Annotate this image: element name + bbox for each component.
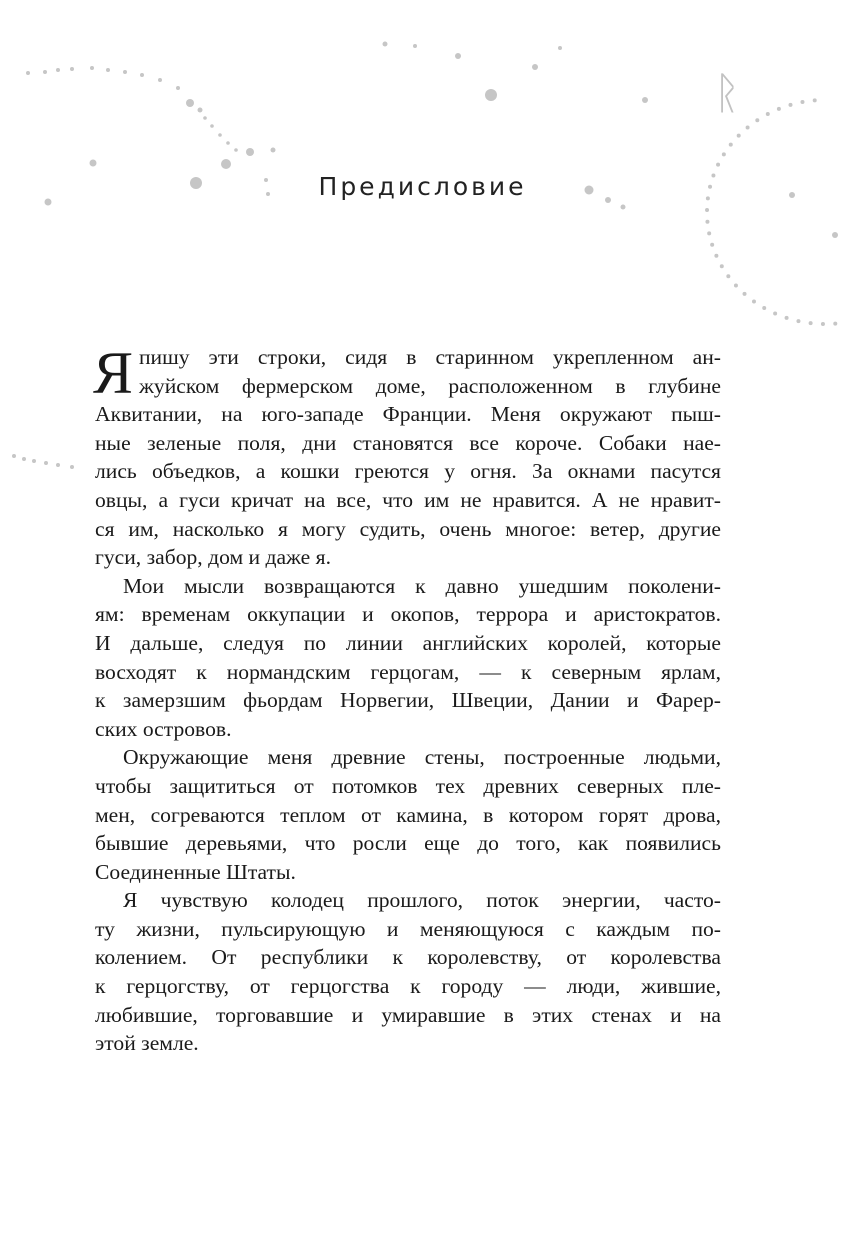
star-dot <box>789 103 793 107</box>
star-dot <box>203 116 207 120</box>
chapter-body <box>93 340 721 1058</box>
star-dot <box>558 46 562 50</box>
star-dot <box>43 70 47 74</box>
text-line: бывшие деревьями, что росли еще до того, как появились <box>95 831 721 856</box>
star-dot <box>246 148 254 156</box>
drop-cap: Я <box>93 340 134 406</box>
star-dot <box>821 322 825 326</box>
star-dot <box>12 454 16 458</box>
star-dot <box>123 70 127 74</box>
star-dot <box>140 73 144 77</box>
star-dot <box>729 143 733 147</box>
star-dot <box>737 134 741 138</box>
star-dot <box>785 316 789 320</box>
text-line: жуйском фермерском доме, расположенном в глубине <box>139 373 721 398</box>
text-line: Я чувствую колодец прошлого, поток энергии, часто- <box>123 888 721 913</box>
text-line: к замерзшим фьордам Норвегии, Швеции, Дании и Фарер- <box>95 688 721 713</box>
text-line: Аквитании, на юго-западе Франции. Меня окружают пыш- <box>95 402 721 427</box>
star-dot <box>70 67 74 71</box>
text-line: ских островов. <box>95 716 232 741</box>
star-dot <box>762 306 766 310</box>
star-dot <box>158 78 162 82</box>
text-line: ту жизни, пульсирующую и меняющуюся с каждым по- <box>95 916 721 941</box>
star-dot <box>176 86 180 90</box>
text-line: к герцогству, от герцогства к городу — люди, жившие, <box>95 974 721 999</box>
star-dot <box>90 66 94 70</box>
star-dot <box>455 53 461 59</box>
text-line: колением. От республики к королевству, от королевства <box>95 945 721 970</box>
star-dot <box>813 98 817 102</box>
star-dot <box>44 461 48 465</box>
text-line: овцы, а гуси кричат на все, что им не нравится. А не нравит- <box>95 487 721 512</box>
star-dot <box>106 68 110 72</box>
star-dot <box>777 107 781 111</box>
star-dot <box>714 254 718 258</box>
star-dot <box>221 159 231 169</box>
text-line: восходят к нормандским герцогам, — к северным ярлам, <box>95 659 721 684</box>
star-dot <box>800 100 804 104</box>
star-dot <box>218 133 222 137</box>
star-dot <box>755 118 759 122</box>
star-dot <box>198 108 203 113</box>
star-dot <box>705 208 709 212</box>
star-dot <box>743 292 747 296</box>
star-dot <box>746 125 750 129</box>
star-dot <box>90 160 97 167</box>
star-dot <box>485 89 497 101</box>
star-dot <box>832 232 838 238</box>
star-dot <box>210 124 214 128</box>
star-dot <box>726 274 730 278</box>
star-dot <box>26 71 30 75</box>
text-line: этой земле. <box>95 1031 199 1056</box>
star-dot <box>413 44 417 48</box>
text-line: лись объедков, а кошки греются у огня. За окнами пасутся <box>95 459 721 484</box>
star-dot <box>773 312 777 316</box>
star-dot <box>833 322 837 326</box>
star-dot <box>722 152 726 156</box>
star-dot <box>720 264 724 268</box>
chapter-title: Предисловие <box>318 172 527 201</box>
star-dot <box>710 243 714 247</box>
star-dot <box>766 112 770 116</box>
text-line: ся им, насколько я могу судить, очень многое: ветер, другие <box>95 516 721 541</box>
text-line: Соединенные Штаты. <box>95 859 296 884</box>
text-line: любившие, торговавшие и умиравшие в этих стенах и на <box>95 1002 721 1027</box>
star-dot <box>226 141 230 145</box>
star-dot <box>70 465 74 469</box>
star-dot <box>642 97 648 103</box>
star-dot <box>621 205 626 210</box>
star-dot <box>716 163 720 167</box>
text-line: Мои мысли возвращаются к давно ушедшим поколени- <box>123 573 721 598</box>
star-dot <box>383 42 388 47</box>
star-dot <box>705 220 709 224</box>
star-dot <box>32 459 36 463</box>
star-dot <box>809 321 813 325</box>
star-dot <box>234 148 238 152</box>
text-line: гуси, забор, дом и даже я. <box>95 545 331 570</box>
star-dot <box>271 148 276 153</box>
star-dot <box>22 457 26 461</box>
text-line: чтобы защититься от потомков тех древних северных пле- <box>95 773 721 798</box>
star-dot <box>734 283 738 287</box>
star-dot <box>532 64 538 70</box>
text-line: И дальше, следуя по линии английских королей, которые <box>95 630 721 655</box>
text-line: ям: временам оккупации и окопов, террора и аристократов. <box>95 602 721 627</box>
star-dot <box>707 231 711 235</box>
star-dot <box>796 319 800 323</box>
star-dot <box>56 68 60 72</box>
star-dot <box>752 299 756 303</box>
star-dot <box>56 463 60 467</box>
text-line: пишу эти строки, сидя в старинном укрепленном ан- <box>139 345 721 369</box>
text-line: ные зеленые поля, дни становятся все короче. Собаки нае- <box>95 430 721 455</box>
star-dot <box>186 99 194 107</box>
rune-icon: ᚱ <box>713 68 741 119</box>
text-line: мен, согреваются теплом от камина, в котором горят дрова, <box>95 802 721 827</box>
text-line: Окружающие меня древние стены, построенные людьми, <box>123 745 721 770</box>
